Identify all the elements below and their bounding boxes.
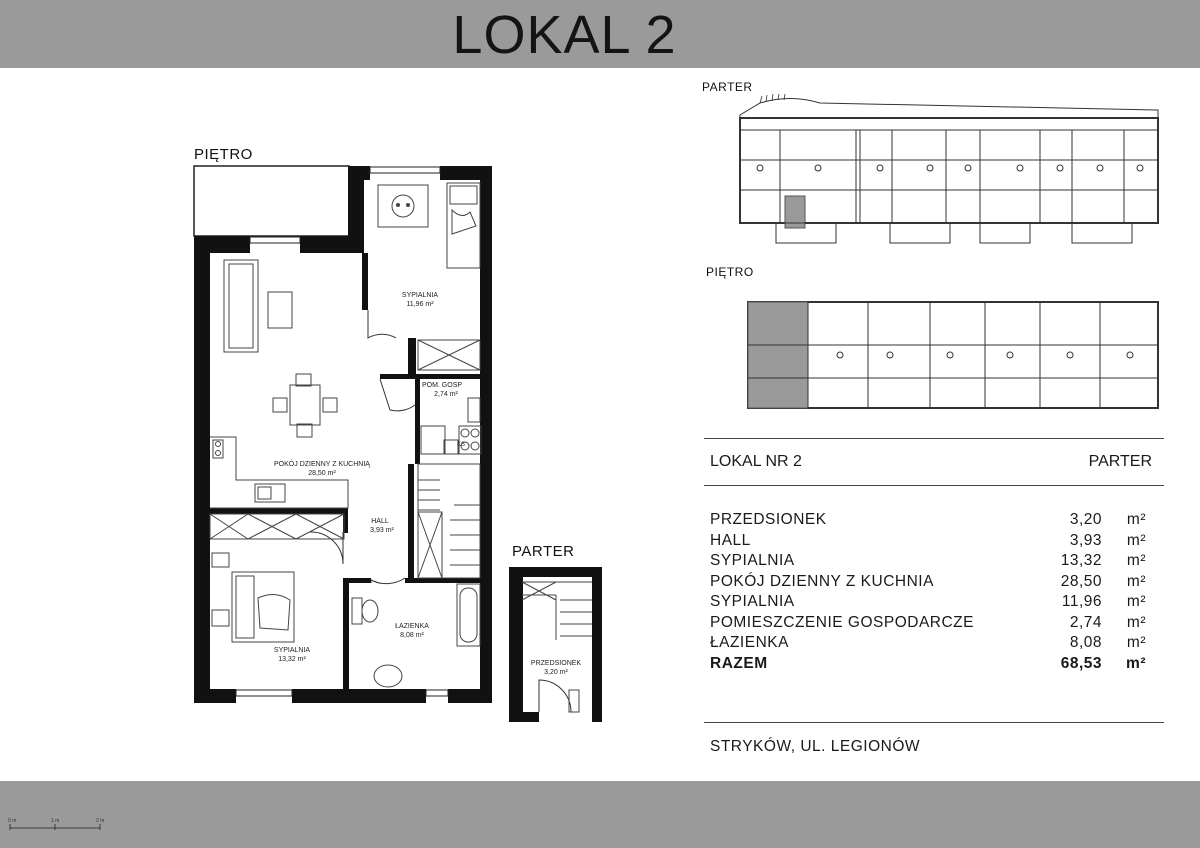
row-name: SYPIALNIA [710, 552, 795, 569]
exterior-walls [194, 166, 602, 722]
row-name: ŁAZIENKA [710, 634, 789, 651]
table-row [710, 593, 1160, 614]
unit-header [704, 438, 1164, 486]
row-area: 8,08 [1069, 634, 1102, 651]
room-name: SYPIALNIA [401, 292, 439, 299]
upper-floor-label: PIĘTRO [194, 146, 253, 163]
keyplan-parter [740, 94, 1158, 243]
row-name: POMIESZCZENIE GOSPODARCZE [710, 613, 974, 631]
table-row [710, 532, 1160, 553]
row-name: PRZEDSIONEK [710, 511, 827, 528]
page-title: LOKAL 2 [452, 5, 677, 65]
room-name: ŁAZIENKA [395, 623, 429, 630]
room-area: 3,20 m² [544, 669, 568, 676]
address-divider [704, 722, 1164, 723]
row-area: 28,50 [1060, 572, 1102, 590]
room-name: PRZEDSIONEK [530, 660, 582, 667]
room-area: 2,74 m² [434, 391, 458, 398]
appliance-label: KS [456, 442, 466, 448]
unit-label: LOKAL NR 2 [710, 453, 802, 470]
row-area: 3,20 [1069, 511, 1102, 528]
room-name: HALL [371, 518, 389, 525]
interior-walls [210, 253, 480, 689]
row-area: 11,96 [1061, 593, 1102, 610]
table-row [710, 511, 1160, 532]
total-unit: m² [1126, 654, 1146, 672]
scale-label: 1 m [51, 818, 60, 824]
row-unit: m² [1126, 572, 1146, 590]
unit-floor-label: PARTER [1088, 453, 1152, 470]
row-unit: m² [1126, 511, 1146, 528]
room-area: 13,32 m² [278, 656, 306, 663]
scale-label: 2 m [96, 818, 105, 824]
keyplan-parter-label: PARTER [702, 80, 753, 94]
row-unit: m² [1126, 593, 1146, 610]
scale-label: 0 m [8, 818, 17, 824]
row-name: POKÓJ DZIENNY Z KUCHNIA [710, 572, 934, 590]
ground-floor-label: PARTER [512, 543, 575, 560]
keyplan-pietro-label: PIĘTRO [706, 265, 754, 279]
row-area: 3,93 [1069, 531, 1102, 549]
total-row [710, 655, 1160, 676]
terrace [194, 166, 349, 236]
scale-bar [8, 818, 108, 840]
area-table [710, 511, 1160, 675]
row-unit: m² [1126, 634, 1146, 651]
bed-upper [378, 183, 480, 370]
table-row [710, 573, 1160, 594]
bed-lower [210, 514, 344, 642]
row-area: 13,32 [1060, 552, 1102, 569]
row-unit: m² [1126, 613, 1146, 631]
utility-furniture [421, 398, 481, 454]
room-area: 8,08 m² [400, 632, 424, 639]
total-area: 68,53 [1060, 654, 1102, 672]
table-row [710, 634, 1160, 655]
room-area: 28,50 m² [308, 470, 336, 477]
row-unit: m² [1126, 552, 1146, 569]
total-name: RAZEM [710, 654, 768, 672]
table-row [710, 552, 1160, 573]
row-name: SYPIALNIA [710, 593, 795, 610]
room-name: POKÓJ DZIENNY Z KUCHNIĄ [274, 461, 370, 468]
table-row [710, 614, 1160, 635]
room-labels [274, 292, 582, 676]
address: STRYKÓW, UL. LEGIONÓW [710, 738, 921, 755]
row-unit: m² [1126, 531, 1146, 549]
room-name: POM. GOSP [421, 382, 463, 389]
row-name: HALL [710, 531, 751, 549]
room-area: 11,96 m² [406, 301, 434, 308]
room-area: 3,93 m² [370, 527, 394, 534]
room-name: SYPIALNIA [273, 647, 311, 654]
row-area: 2,74 [1069, 613, 1102, 631]
footer-bar [0, 781, 1200, 848]
stairs [418, 464, 592, 640]
keyplan-pietro [748, 302, 1158, 408]
